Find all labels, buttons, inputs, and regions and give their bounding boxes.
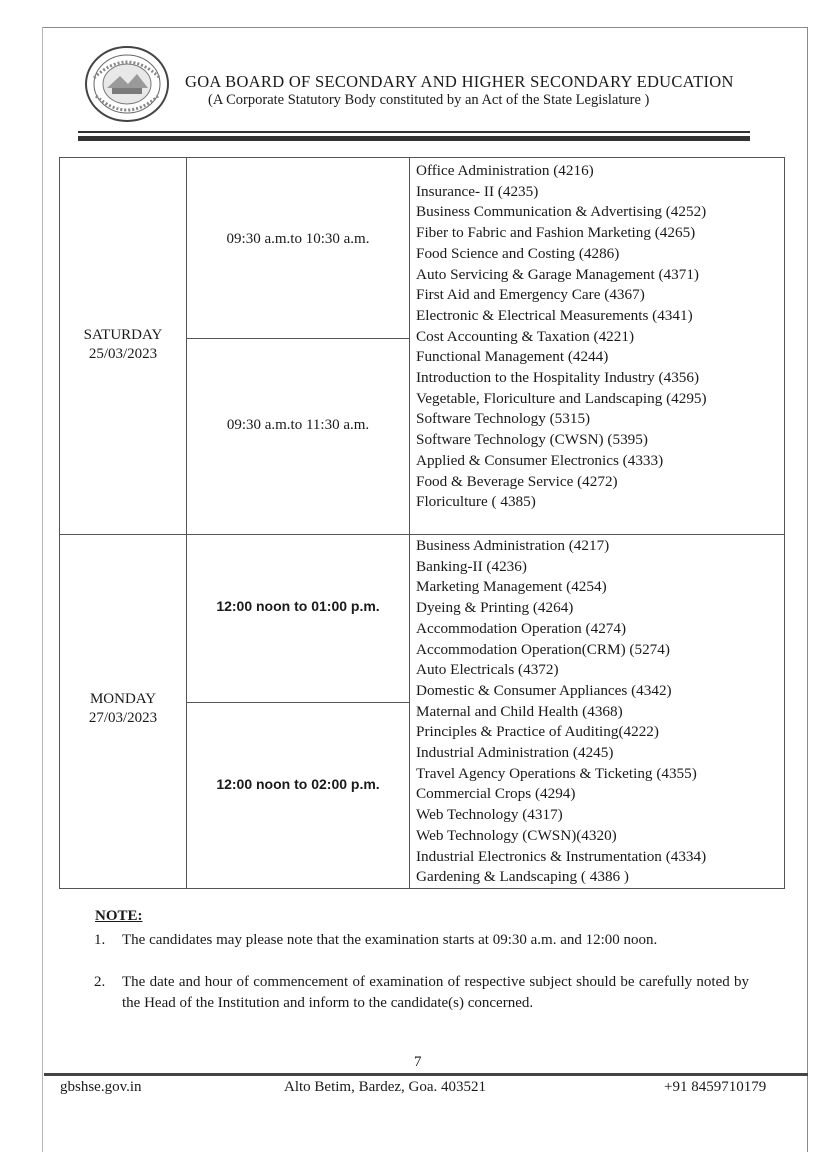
subject-item: Software Technology (5315): [416, 410, 591, 428]
page-border-right: [807, 27, 808, 1152]
slot-separator-saturday: [186, 338, 409, 339]
day-cell-saturday: [60, 326, 186, 364]
subject-item: Food Science and Costing (4286): [416, 244, 620, 262]
note-item: [94, 972, 749, 1034]
time-slot: 09:30 a.m.to 10:30 a.m.: [226, 231, 370, 247]
time-slot: 12:00 noon to 02:00 p.m.: [216, 776, 380, 792]
subject-item: Food & Beverage Service (4272): [416, 472, 618, 490]
page-border-top: [42, 27, 808, 28]
subject-item: Domestic & Consumer Appliances (4342): [416, 681, 672, 699]
subject-item: Office Administration (4216): [416, 162, 594, 179]
subject-item: Web Technology (CWSN)(4320): [416, 826, 617, 844]
subject-item: Travel Agency Operations & Ticketing (4355): [416, 764, 697, 782]
subject-list: [416, 536, 706, 888]
column-separator-time: [409, 157, 410, 889]
subject-item: Applied & Consumer Electronics (4333): [416, 451, 664, 469]
subject-list: [416, 161, 707, 513]
day-cell-monday: [60, 690, 186, 728]
subject-item: Gardening & Landscaping ( 4386 ): [416, 868, 629, 886]
page-border-left: [42, 27, 43, 1152]
subject-item: Banking-II (4236): [416, 557, 527, 575]
subject-item: Principles & Practice of Auditing(4222): [416, 723, 659, 741]
board-title: GOA BOARD OF SECONDARY AND HIGHER SECONDARY EDUCATION: [185, 72, 734, 91]
day-name: MONDAY: [89, 691, 157, 707]
page-number: 7: [414, 1054, 422, 1070]
header-rule-thick: [78, 136, 750, 141]
subject-item: Auto Electricals (4372): [416, 661, 559, 679]
table-border-bottom: [59, 888, 785, 889]
note-heading: NOTE:: [95, 908, 143, 924]
subject-item: Marketing Management (4254): [416, 578, 607, 596]
footer-rule: [44, 1073, 808, 1076]
subject-item: Auto Servicing & Garage Management (4371): [416, 265, 699, 283]
note-text: The candidates may please note that the examination starts at 09:30 a.m. and 12:00 noon.: [122, 932, 658, 948]
subject-item: Dyeing & Printing (4264): [416, 599, 574, 617]
subject-item: Electronic & Electrical Measurements (4341): [416, 306, 693, 324]
slot-separator-monday: [186, 702, 409, 703]
subject-item: Accommodation Operation(CRM) (5274): [416, 640, 670, 658]
subject-item: Introduction to the Hospitality Industry (4356): [416, 369, 700, 387]
time-slot: 09:30 a.m.to 11:30 a.m.: [226, 417, 370, 433]
subject-item: First Aid and Emergency Care (4367): [416, 286, 645, 304]
note-number: 1.: [94, 932, 106, 948]
subject-item: Accommodation Operation (4274): [416, 619, 627, 637]
subject-item: Web Technology (4317): [416, 806, 563, 824]
table-border-top: [59, 157, 785, 158]
day-date: 27/03/2023: [88, 710, 158, 726]
subject-item: Floriculture ( 4385): [416, 493, 536, 511]
footer-website: gbshse.gov.in: [60, 1079, 142, 1095]
subject-item: Maternal and Child Health (4368): [416, 702, 623, 720]
time-slot: 12:00 noon to 01:00 p.m.: [216, 598, 380, 614]
note-text: The date and hour of commencement of examination of respective subject should be carefully noted by the Head of the Institution and inform to the candidate(s) concerned.: [122, 974, 749, 1011]
board-subtitle: (A Corporate Statutory Body constituted by an Act of the State Legislature ): [208, 92, 650, 108]
subject-item: Cost Accounting & Taxation (4221): [416, 327, 635, 345]
subject-item: Software Technology (CWSN) (5395): [416, 431, 648, 449]
note-item: [94, 930, 749, 972]
subject-item: Business Communication & Advertising (4252): [416, 203, 707, 221]
subject-item: Commercial Crops (4294): [416, 785, 576, 803]
header-rule-thin: [78, 131, 750, 133]
subject-item: Vegetable, Floriculture and Landscaping (4295): [416, 389, 707, 407]
day-name: SATURDAY: [83, 327, 163, 343]
subject-item: Industrial Administration (4245): [416, 744, 614, 762]
subject-item: Business Administration (4217): [416, 537, 610, 554]
footer-phone: +91 8459710179: [664, 1079, 767, 1095]
table-border-left: [59, 157, 60, 889]
note-number: 2.: [94, 974, 106, 990]
subject-item: Fiber to Fabric and Fashion Marketing (4265): [416, 224, 696, 242]
row-separator-day: [59, 534, 785, 535]
footer-address: Alto Betim, Bardez, Goa. 403521: [284, 1079, 487, 1095]
subject-item: Industrial Electronics & Instrumentation (4334): [416, 847, 707, 865]
subject-item: Insurance- II (4235): [416, 182, 539, 200]
table-border-right: [784, 157, 785, 889]
subject-item: Functional Management (4244): [416, 348, 609, 366]
day-date: 25/03/2023: [88, 346, 158, 362]
board-seal-logo: [82, 44, 172, 124]
